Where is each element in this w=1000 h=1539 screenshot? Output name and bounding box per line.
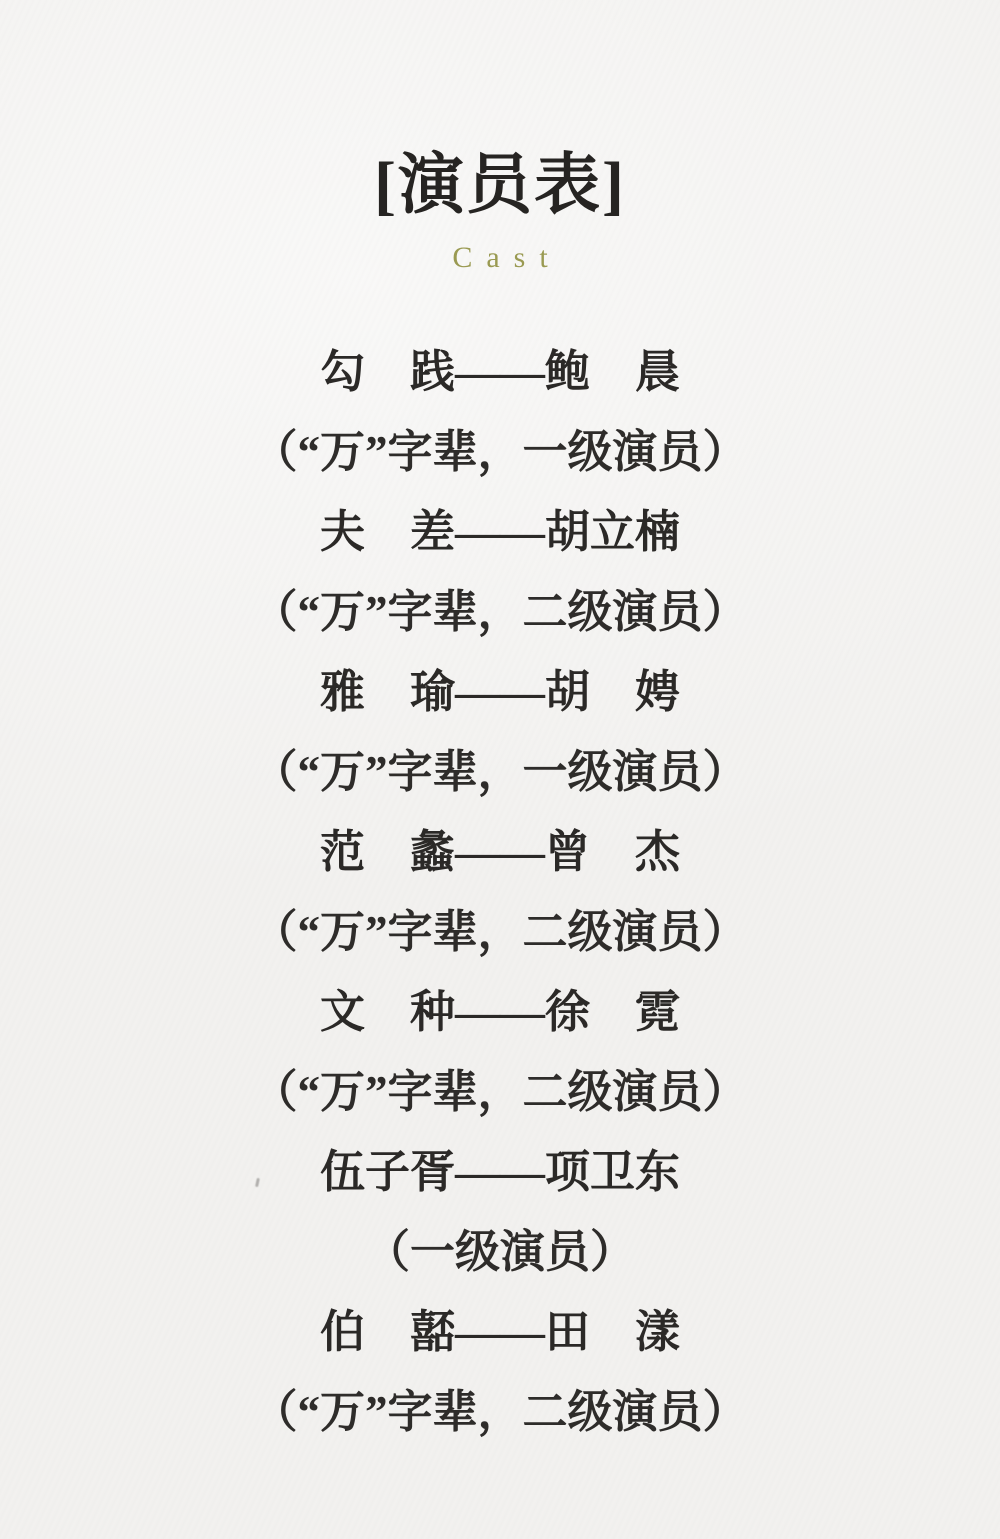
cast-entry-credential: （“万”字辈，二级演员） [252, 907, 748, 957]
cast-entry [0, 332, 1000, 492]
cast-entry-role-actor: 伯 嚭——田 漾 [319, 1307, 680, 1357]
cast-entry [0, 812, 1000, 972]
cast-entry [0, 492, 1000, 652]
cast-entry [0, 652, 1000, 812]
cast-entry [0, 1292, 1000, 1452]
cast-entry [0, 1132, 1000, 1292]
cast-entry-role-actor: 雅 瑜——胡 娉 [319, 667, 680, 717]
cast-entry-credential: （“万”字辈，一级演员） [252, 427, 748, 477]
page-subtitle: Cast [452, 241, 562, 274]
cast-entry-credential: （“万”字辈，二级演员） [252, 587, 748, 637]
cast-entry-credential: （“万”字辈，一级演员） [252, 747, 748, 797]
cast-entry-role-actor: 伍子胥——项卫东 [319, 1147, 680, 1197]
cast-entry [0, 972, 1000, 1132]
cast-list [0, 332, 1000, 1452]
page-title: [演员表] [374, 149, 626, 222]
cast-entry-credential: （“万”字辈，二级演员） [252, 1387, 748, 1437]
cast-entry-role-actor: 夫 差——胡立楠 [319, 507, 680, 557]
cast-entry-credential: （“万”字辈，二级演员） [252, 1067, 748, 1117]
cast-entry-role-actor: 勾 践——鲍 晨 [319, 347, 680, 397]
cast-entry-role-actor: 文 种——徐 霓 [319, 987, 680, 1037]
cast-entry-credential: （一级演员） [364, 1227, 635, 1277]
cast-entry-role-actor: 范 蠡——曾 杰 [319, 827, 680, 877]
